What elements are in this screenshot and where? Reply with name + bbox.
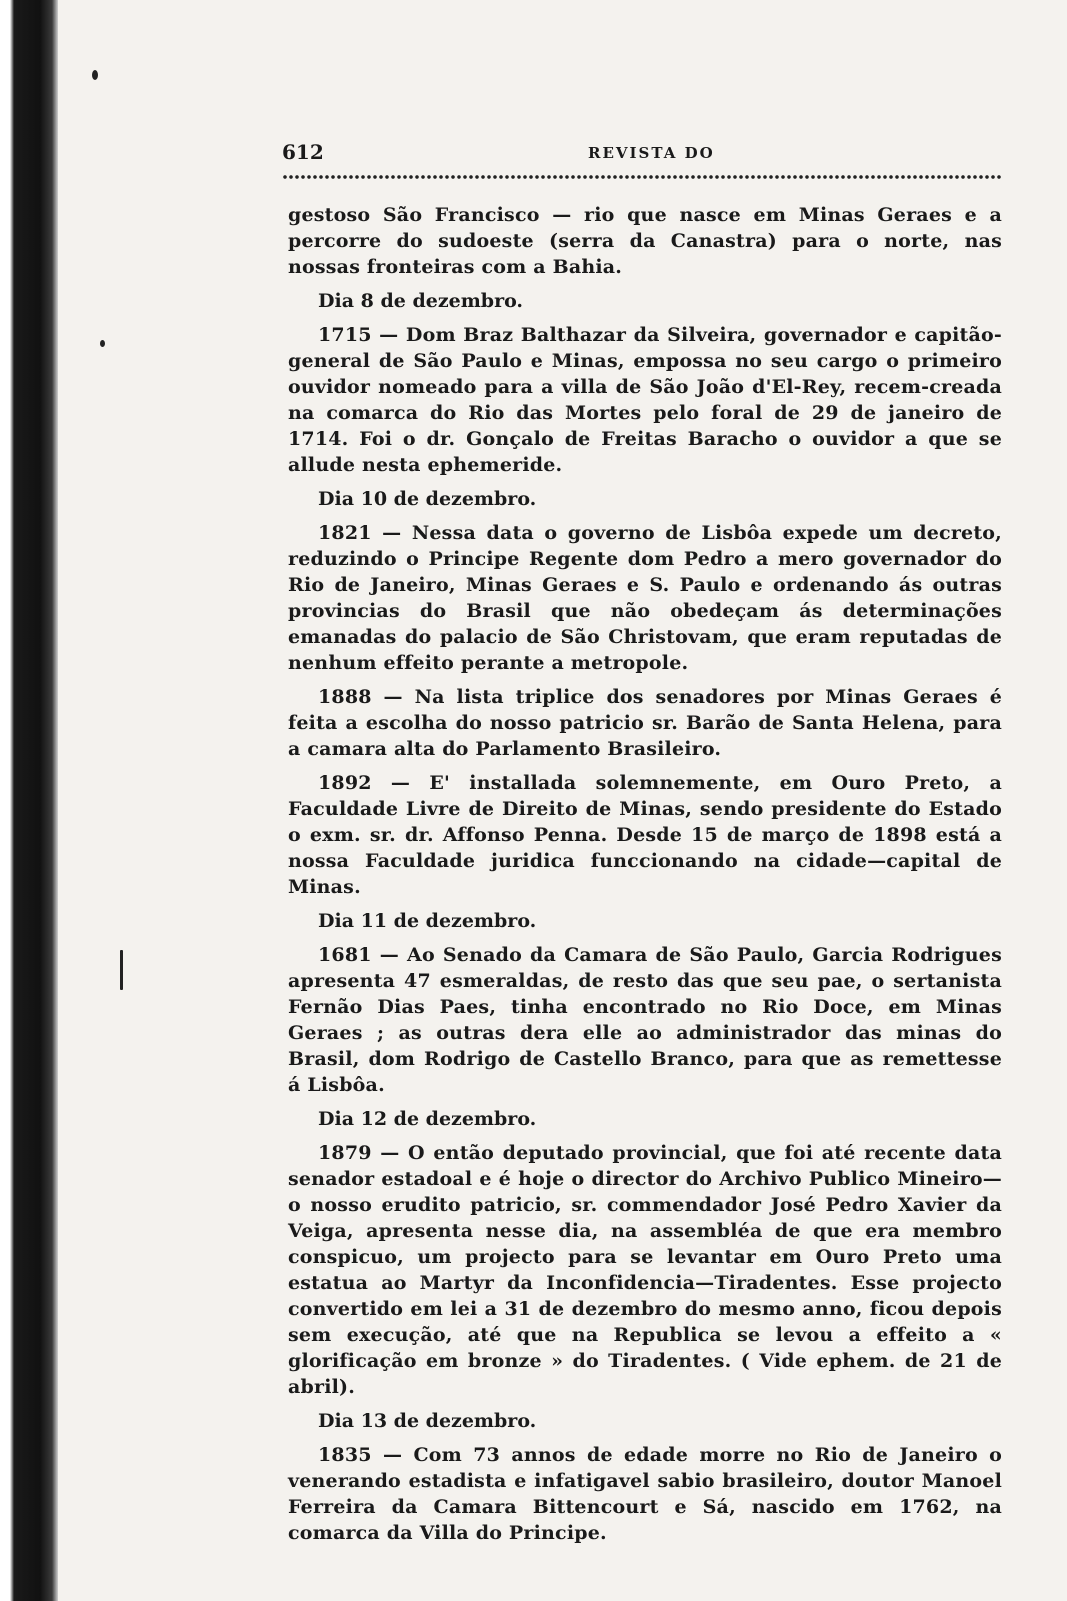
book-binding-shadow xyxy=(0,0,58,1601)
binding-speck xyxy=(92,70,98,80)
body-text xyxy=(272,202,1002,1546)
paragraph: 1821 — Nessa data o governo de Lisbôa expede um decreto, reduzindo o Principe Regente dom Pedro a mero governador do Rio de Janeiro, Minas Geraes e S. Paulo e ordenando ás outras provincias do Brasil que não obedeçam ás determinações emanadas do palacio de São Christovam, que eram reputadas de nenhum effeito perante a metropole. xyxy=(288,522,1002,674)
paragraph: 1892 — E' installada solemnemente, em Ouro Preto, a Faculdade Livre de Direito de Minas, sendo presidente do Estado o exm. sr. dr. Affonso Penna. Desde 15 de março de 1898 está a nossa Faculdade juridica funccionando na cidade—capital de Minas. xyxy=(288,772,1002,898)
paragraph: 1715 — Dom Braz Balthazar da Silveira, governador e capitão-general de São Paulo e Minas, empossa no seu cargo o primeiro ouvidor nomeado para a villa de São João d'El-Rey, recem-creada na comarca do Rio das Mortes pelo foral de 29 de janeiro de 1714. Foi o dr. Gonçalo de Freitas Baracho o ouvidor a que se allude nesta ephemeride. xyxy=(288,324,1002,476)
header-rule xyxy=(282,174,1002,180)
date-heading: Dia 11 de dezembro. xyxy=(318,910,537,932)
paragraph: 1879 — O então deputado provincial, que foi até recente data senador estadoal e é hoje o director do Archivo Publico Mineiro—o nosso erudito patricio, sr. commendador José Pedro Xavier da Veiga, apresenta nesse dia, na assembléa de que era membro conspicuo, um projecto para se levantar em Ouro Preto uma estatua ao Martyr da Inconfidencia—Tiradentes. Esse projecto convertido em lei a 31 de dezembro do mesmo anno, ficou depois sem execução, até que na Republica se levou a effeito a « glorificação em bronze » do Tiradentes. ( Vide ephem. de 21 de abril). xyxy=(288,1142,1002,1398)
running-head xyxy=(272,140,1024,172)
date-heading: Dia 12 de dezembro. xyxy=(318,1108,537,1130)
date-heading: Dia 8 de dezembro. xyxy=(318,290,524,312)
binding-speck xyxy=(100,340,105,347)
paragraph: 1835 — Com 73 annos de edade morre no Rio de Janeiro o venerando estadista e infatigavel sabio brasileiro, doutor Manoel Ferreira da Camara Bittencourt e Sá, nascido em 1762, na comarca da Villa do Principe. xyxy=(288,1444,1002,1544)
page-number: 612 xyxy=(282,140,324,164)
binding-speck xyxy=(120,950,123,990)
date-heading: Dia 13 de dezembro. xyxy=(318,1410,537,1432)
paragraph: gestoso São Francisco — rio que nasce em Minas Geraes e a percorre do sudoeste (serra da Canastra) para o norte, nas nossas fronteiras com a Bahia. xyxy=(288,204,1002,278)
date-heading: Dia 10 de dezembro. xyxy=(318,488,537,510)
book-page xyxy=(272,140,1024,1554)
running-head-title: REVISTA DO xyxy=(588,144,715,162)
paragraph: 1888 — Na lista triplice dos senadores por Minas Geraes é feita a escolha do nosso patricio sr. Barão de Santa Helena, para a camara alta do Parlamento Brasileiro. xyxy=(288,686,1002,760)
paragraph: 1681 — Ao Senado da Camara de São Paulo, Garcia Rodrigues apresenta 47 esmeraldas, de resto das que seu pae, o sertanista Fernão Dias Paes, tinha encontrado no Rio Doce, em Minas Geraes ; as outras dera elle ao administrador das minas do Brasil, dom Rodrigo de Castello Branco, para que as remettesse á Lisbôa. xyxy=(288,944,1002,1096)
